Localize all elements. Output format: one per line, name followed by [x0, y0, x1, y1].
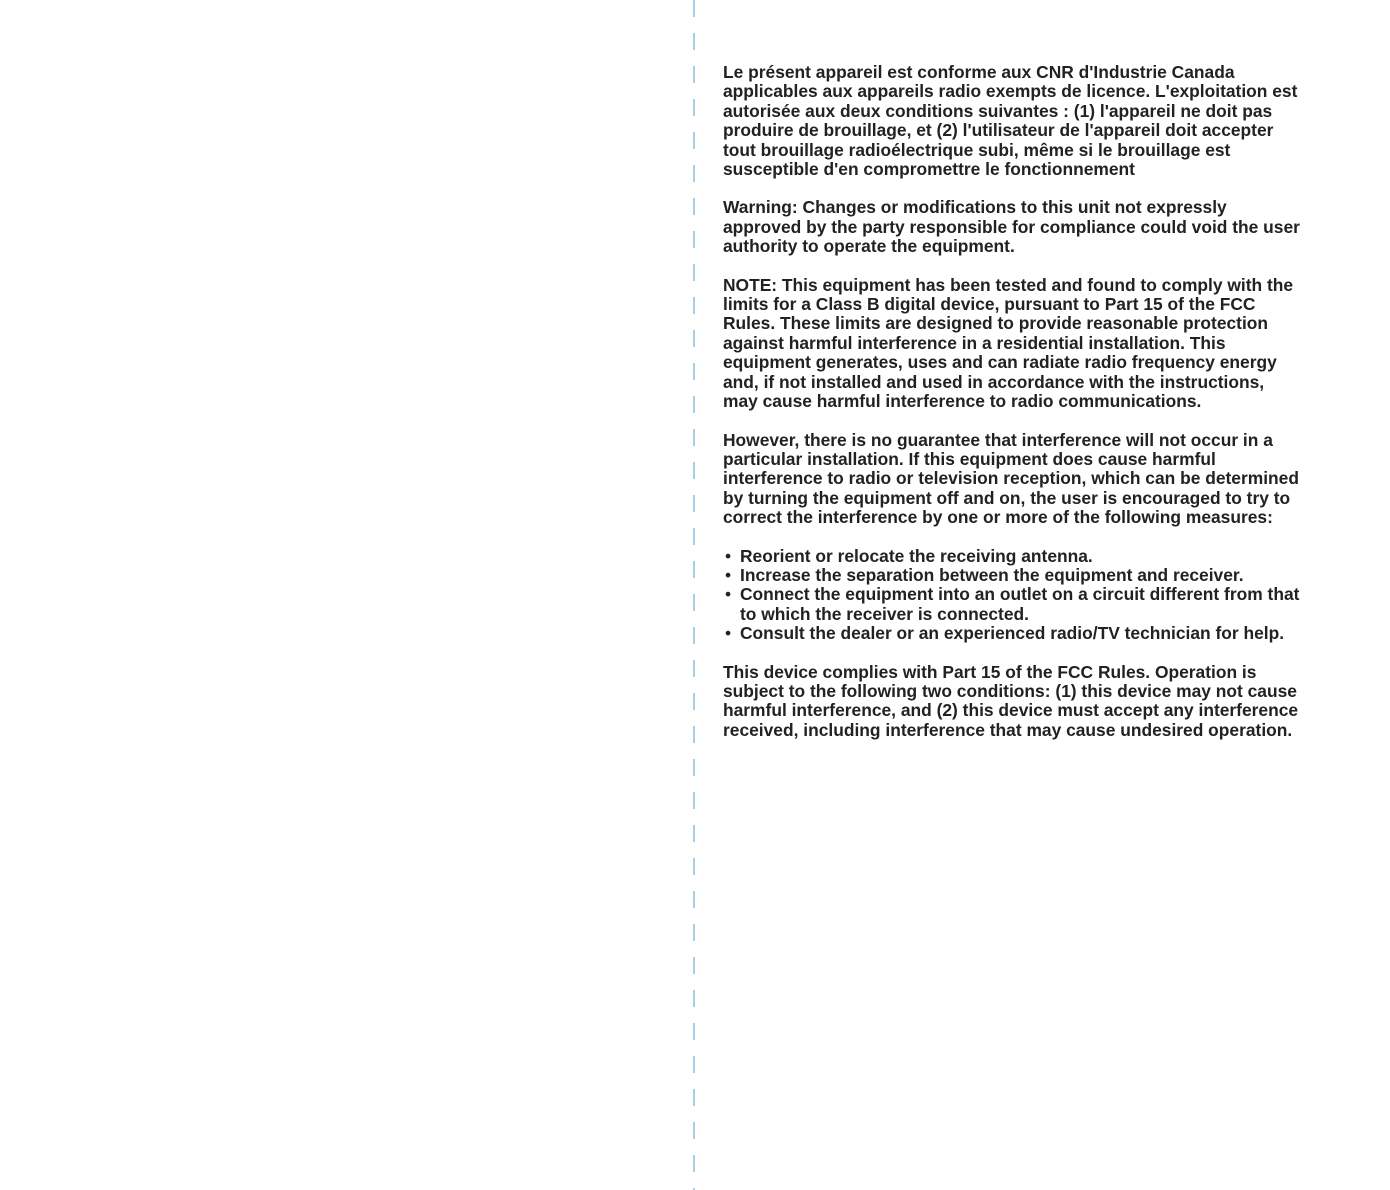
measures-list — [723, 547, 1373, 644]
blank-left-panel — [0, 0, 694, 1190]
part15-paragraph: This device complies with Part 15 of the FCC Rules. Operation is subject to the following two conditions: (1) this device may not cause harmful interference, and (2) this device must accept any interference received, including interference that may cause undesired operation. — [723, 661, 1299, 740]
warning-paragraph: Warning: Changes or modifications to this unit not expressly approved by the party responsible for compliance could void the user authority to operate the equipment. — [723, 197, 1300, 257]
list-item: • Increase the separation between the equipment and receiver. — [723, 566, 1373, 585]
list-item: • Consult the dealer or an experienced radio/TV technician for help. — [723, 624, 1373, 643]
however-paragraph: However, there is no guarantee that interference will not occur in a particular installation. If this equipment does cause harmful interference to radio or television reception, which can be determined by turning the equipment off and on, the user is encouraged to try to correct the interference by one or more of the following measures: — [723, 429, 1299, 528]
note-paragraph: NOTE: This equipment has been tested and found to comply with the limits for a Class B digital device, pursuant to Part 15 of the FCC Rules. These limits are designed to provide reasonable protection against harmful interference in a residential installation. This equipment generates, uses and can radiate radio frequency energy and, if not installed and used in accordance with the instructions, may cause harmful interference to radio communications. — [723, 274, 1294, 412]
ic-statement-paragraph: Le présent appareil est conforme aux CNR d'Industrie Canada applicables aux appareils radio exempts de licence. L'exploitation est autorisée aux deux conditions suivantes : (1) l'appareil ne doit pas produire de brouillage, et (2) l'utilisateur de l'appareil doit accepter tout brouillage radioélectrique subi, même si le brouillage est susceptible d'en compromettre le fonctionnement — [723, 62, 1298, 180]
compliance-text-panel — [723, 63, 1373, 759]
fold-line-divider — [693, 0, 695, 1190]
list-item: • Reorient or relocate the receiving antenna. — [723, 547, 1373, 566]
list-item: • Connect the equipment into an outlet on a circuit different from that to which the receiver is connected. — [723, 585, 1373, 624]
